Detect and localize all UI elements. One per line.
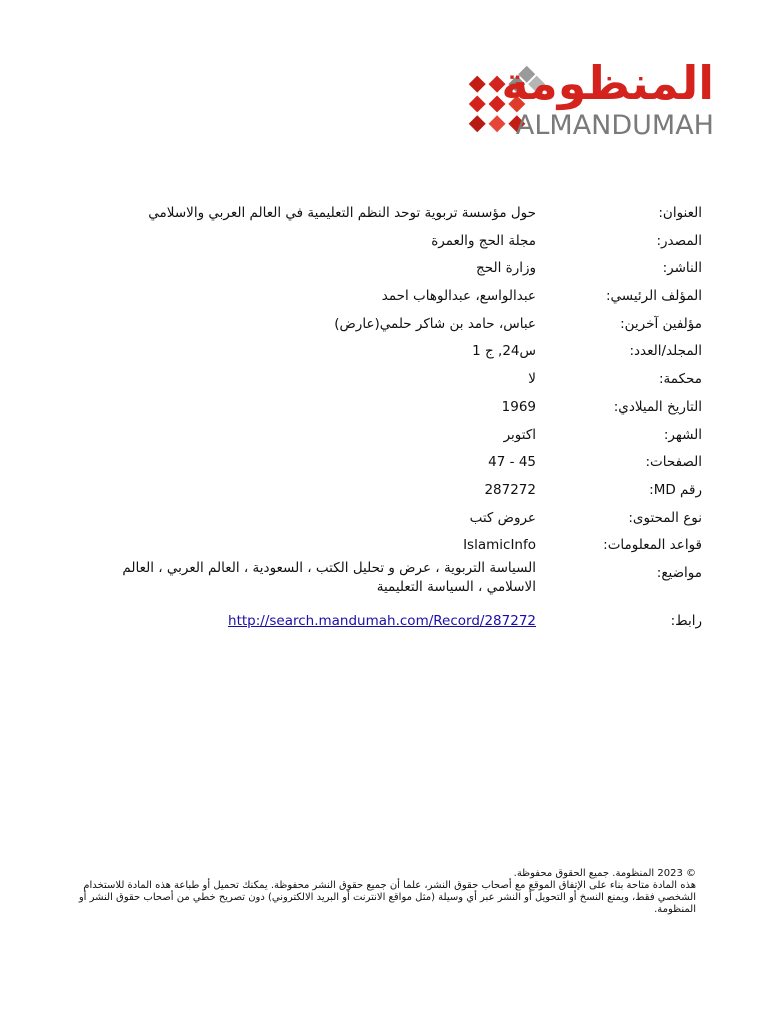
field-label: المؤلف الرئيسي: bbox=[605, 288, 702, 305]
field-value: 45 - 47 bbox=[488, 454, 536, 471]
field-value: السياسة التربوية ، عرض و تحليل الكتب ، السعودية ، العالم العربي ، العالم الاسلامي ، السياسة التعليمية bbox=[122, 559, 536, 595]
field-label: الناشر: bbox=[662, 260, 702, 277]
field-value: 1969 bbox=[501, 398, 536, 415]
record-row-md-number bbox=[0, 477, 768, 505]
field-label: مؤلفين آخرين: bbox=[620, 315, 702, 332]
field-value bbox=[96, 608, 536, 636]
record-row-peer-reviewed bbox=[0, 366, 768, 394]
usage-notice: هذه المادة متاحة بناء على الإتفاق الموقع مع أصحاب حقوق النشر، علما أن جميع حقوق النشر محفوظة. يمكنك تحميل أو طباعة هذه المادة للاستخدام الشخصي فقط، ويمنع النسخ أو التحويل أو النشر عبر أي وسيلة (مثل مواقع الانترنت أو البريد الالكتروني) دون تصريح خطي من أصحاب حقوق النشر أو المنظومة. bbox=[78, 880, 696, 915]
record-row-databases bbox=[0, 532, 768, 560]
field-label: مواضيع: bbox=[656, 564, 702, 581]
almandumah-logo bbox=[452, 52, 718, 148]
field-label: العنوان: bbox=[658, 205, 702, 221]
field-value: IslamicInfo bbox=[463, 537, 536, 554]
field-label: قواعد المعلومات: bbox=[603, 537, 702, 554]
field-value: مجلة الحج والعمرة bbox=[431, 232, 536, 249]
record-row-pages bbox=[0, 449, 768, 477]
record-row-other-authors bbox=[0, 311, 768, 339]
record-row-volume-issue bbox=[0, 338, 768, 366]
field-label: الصفحات: bbox=[645, 454, 702, 471]
copyright-line: © 2023 المنظومة. جميع الحقوق محفوظة. bbox=[513, 868, 696, 879]
field-label: رابط: bbox=[670, 612, 702, 629]
copyright-footer bbox=[56, 868, 696, 916]
record-row-subjects bbox=[0, 560, 768, 608]
record-row-month bbox=[0, 422, 768, 450]
field-label: المجلد/العدد: bbox=[629, 343, 702, 360]
field-value: عروض كتب bbox=[469, 509, 536, 526]
logo-arabic-text: المنظومة bbox=[501, 56, 714, 110]
field-value: 287272 bbox=[484, 481, 536, 498]
record-row-main-author bbox=[0, 283, 768, 311]
record-row-link bbox=[0, 608, 768, 636]
field-value: عبدالواسع، عبدالوهاب احمد bbox=[381, 288, 536, 305]
field-label: الشهر: bbox=[663, 426, 702, 443]
field-label: رقم MD: bbox=[649, 481, 702, 498]
field-value: حول مؤسسة تربوية توحد النظم التعليمية في العالم العربي والاسلامي bbox=[148, 205, 536, 221]
record-row-year bbox=[0, 394, 768, 422]
field-label: المصدر: bbox=[656, 232, 702, 249]
record-row-title bbox=[0, 200, 768, 228]
field-value: اكتوبر bbox=[503, 426, 536, 443]
record-row-content-type bbox=[0, 505, 768, 533]
logo-latin-text: ALMANDUMAH bbox=[515, 110, 714, 141]
field-value: لا bbox=[528, 371, 536, 388]
field-label: محكمة: bbox=[659, 371, 702, 388]
record-row-source bbox=[0, 228, 768, 256]
field-label: نوع المحتوى: bbox=[628, 509, 702, 526]
field-label: التاريخ الميلادي: bbox=[613, 398, 702, 415]
record-row-publisher bbox=[0, 255, 768, 283]
field-value: وزارة الحج bbox=[476, 260, 536, 277]
field-value: س24, ج 1 bbox=[472, 343, 536, 360]
field-value: عباس، حامد بن شاكر حلمي(عارض) bbox=[334, 315, 536, 332]
record-details bbox=[0, 200, 768, 636]
record-link[interactable]: http://search.mandumah.com/Record/287272 bbox=[228, 612, 536, 629]
